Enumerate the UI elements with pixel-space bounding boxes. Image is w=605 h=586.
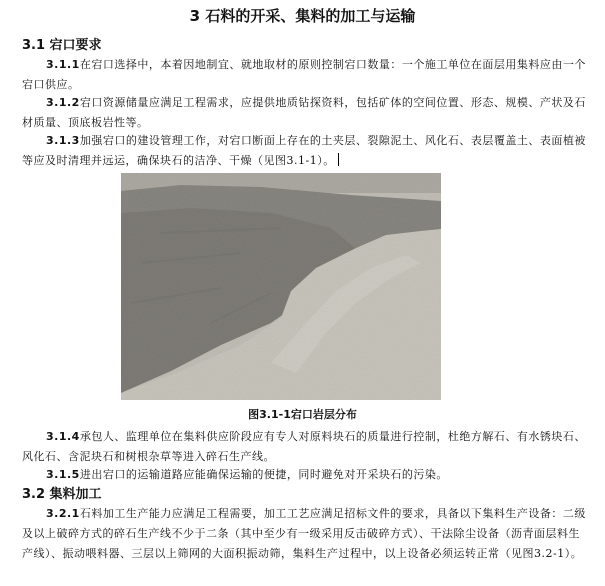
section-heading-3-1: 3.1 宕口要求	[22, 38, 102, 53]
clause-number: 3.2.1	[46, 507, 80, 520]
clause-number: 3.1.1	[46, 58, 80, 71]
clause-number: 3.1.2	[46, 96, 80, 109]
clause-text: 加强宕口的建设管理工作，对宕口断面上存在的土夹层、裂隙泥土、风化石、表层覆盖土、表面植被等应及时清理并远运，确保块石的洁净、干燥（见图3.1-1）。	[22, 134, 586, 167]
clause-number: 3.1.3	[46, 134, 80, 147]
clause-number: 3.1.4	[46, 430, 80, 443]
clause-text: 进出宕口的运输道路应能确保运输的便捷，同时避免对开采块石的污染。	[79, 468, 448, 481]
paragraph-3-1-2	[22, 93, 587, 133]
clause-text: 石料加工生产能力应满足工程需要，加工工艺应满足招标文件的要求，具备以下集料生产设备：二级及以上破碎方式的碎石生产线不少于二条（其中至少有一级采用反击破碎方式）、干法除尘设备（沥青面层料生产线）、振动喂料器、三层以上筛网的大面积振动筛，集料生产过程中，以上设备必须运转正常（见图3.2-1）。	[22, 507, 586, 560]
clause-text: 宕口资源储量应满足工程需求，应提供地质钻探资料，包括矿体的空间位置、形态、规模、产状及石材质量、顶底板岩性等。	[22, 96, 586, 129]
paragraph-3-1-5	[22, 465, 587, 485]
paragraph-3-2-1	[22, 504, 587, 564]
paragraph-3-1-1	[22, 55, 587, 95]
paragraph-3-1-4	[22, 427, 587, 467]
rock-stratum-image	[121, 173, 441, 400]
clause-text: 在宕口选择中，本着因地制宜、就地取材的原则控制宕口数量：一个施工单位在面层用集料应由一个宕口供应。	[22, 58, 586, 91]
document-title: 3 石料的开采、集料的加工与运输	[189, 7, 416, 25]
clause-text: 承包人、监理单位在集料供应阶段应有专人对原料块石的质量进行控制，杜绝方解石、有水锈块石、风化石、含泥块石和树根杂草等进入碎石生产线。	[22, 430, 586, 463]
quarry-rock-photo	[121, 173, 441, 400]
text-cursor	[338, 153, 339, 166]
paragraph-3-1-3[interactable]	[22, 131, 587, 171]
clause-number: 3.1.5	[46, 468, 80, 481]
figure-caption: 图3.1-1宕口岩层分布	[248, 408, 357, 421]
section-heading-3-2: 3.2 集料加工	[22, 487, 102, 502]
